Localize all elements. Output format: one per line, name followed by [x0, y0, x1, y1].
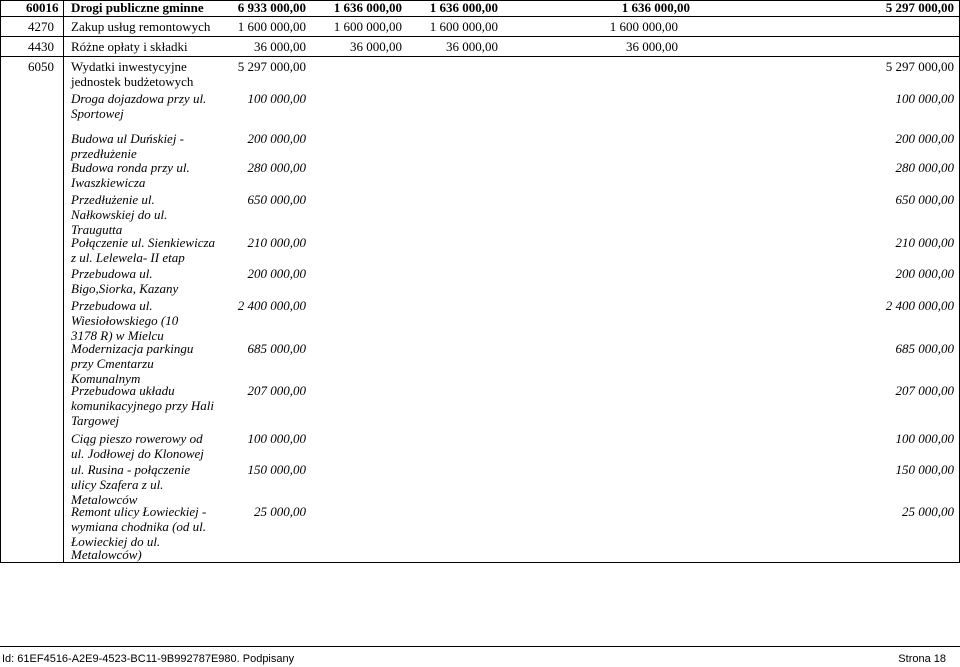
task-total: 25 000,00: [902, 504, 954, 519]
task-name-line2: ulicy Szafera z ul.: [71, 477, 164, 492]
task-name-line3: Targowej: [71, 413, 120, 428]
row-value-col2: 1 636 000,00: [333, 0, 402, 15]
task-amount: 25 000,00: [254, 504, 306, 519]
grid-line: [0, 56, 960, 57]
row-code: 4270: [28, 19, 54, 34]
task-name-line1: Połączenie ul. Sienkiewicza: [71, 235, 216, 250]
task-name-line1: Ciąg pieszo rowerowy od: [71, 431, 203, 446]
row-value-col2: 36 000,00: [350, 39, 402, 54]
row-name: Zakup usług remontowych: [71, 19, 211, 34]
task-name-line3: 3178 R) w Mielcu: [71, 328, 164, 343]
task-total: 100 000,00: [895, 91, 954, 106]
task-amount: 210 000,00: [247, 235, 306, 250]
task-name-line2: ul. Jodłowej do Klonowej: [71, 446, 204, 461]
task-name-line2: Sportowej: [71, 106, 124, 121]
row-code: 4430: [28, 39, 54, 54]
task-name-line2: Nałkowskiej do ul.: [71, 207, 168, 222]
task-name-line1: Droga dojazdowa przy ul.: [71, 91, 207, 106]
task-name-line3: Komunalnym: [71, 371, 141, 386]
task-total: 210 000,00: [895, 235, 954, 250]
task-amount: 100 000,00: [247, 91, 306, 106]
task-name-line2: przy Cmentarzu: [71, 356, 154, 371]
task-total: 280 000,00: [895, 160, 954, 175]
row-value-col1: 1 600 000,00: [237, 19, 306, 34]
row-code: 6050: [28, 59, 54, 74]
task-total: 650 000,00: [895, 192, 954, 207]
task-name-line2: Wiesiołowskiego (10: [71, 313, 179, 328]
grid-line: [0, 36, 960, 37]
task-total: 207 000,00: [895, 383, 954, 398]
row-value-col3: 1 600 000,00: [429, 19, 498, 34]
page-number: Strona 18: [898, 653, 946, 665]
task-name-line1: Budowa ul Duńskiej -: [71, 131, 185, 146]
row-value-col1: 5 297 000,00: [237, 59, 306, 74]
task-name-line2: Iwaszkiewicza: [71, 175, 146, 190]
row-name-line2: jednostek budżetowych: [71, 74, 194, 89]
row-name-line1: Wydatki inwestycyjne: [71, 59, 187, 74]
row-value-col4: 1 600 000,00: [609, 19, 678, 34]
document-id: Id: 61EF4516-A2E9-4523-BC11-9B992787E980. Podpisany: [2, 653, 295, 665]
task-amount: 100 000,00: [247, 431, 306, 446]
task-total: 150 000,00: [895, 462, 954, 477]
task-name-line1: Budowa ronda przy ul.: [71, 160, 190, 175]
task-name-line1: ul. Rusina - połączenie: [71, 462, 191, 477]
task-name-line1: Przebudowa ul.: [71, 298, 153, 313]
task-name-line3: Metalowców: [71, 492, 138, 507]
task-name-line3: Traugutta: [71, 222, 123, 237]
grid-line: [0, 0, 1, 562]
task-amount: 2 400 000,00: [237, 298, 306, 313]
task-total: 685 000,00: [895, 341, 954, 356]
row-code: 60016: [26, 0, 59, 15]
row-value-col5: 5 297 000,00: [885, 59, 954, 74]
row-value-col1: 6 933 000,00: [237, 0, 306, 15]
task-name-line2: komunikacyjnego przy Hali: [71, 398, 214, 413]
task-name-line3: Łowieckiej do ul.: [71, 534, 161, 549]
row-value-col3: 1 636 000,00: [429, 0, 498, 15]
grid-line: [0, 16, 960, 17]
task-amount: 200 000,00: [247, 266, 306, 281]
row-value-col4: 36 000,00: [626, 39, 678, 54]
task-name-line2: z ul. Lelewela- II etap: [71, 250, 185, 265]
task-name-line2: Bigo,Siorka, Kazany: [71, 281, 179, 296]
row-name: Różne opłaty i składki: [71, 39, 188, 54]
task-amount: 280 000,00: [247, 160, 306, 175]
task-name-line1: Przebudowa układu: [71, 383, 175, 398]
task-name-line1: Remont ulicy Łowieckiej -: [71, 504, 207, 519]
row-value-col4: 1 636 000,00: [621, 0, 690, 15]
task-name-line1: Modernizacja parkingu: [71, 341, 194, 356]
task-name-line1: Przebudowa ul.: [71, 266, 153, 281]
task-total: 200 000,00: [895, 266, 954, 281]
task-total: 100 000,00: [895, 431, 954, 446]
footer-divider: [0, 646, 960, 647]
task-total: 2 400 000,00: [885, 298, 954, 313]
task-amount: 207 000,00: [247, 383, 306, 398]
grid-line: [63, 0, 64, 562]
row-value-col5: 5 297 000,00: [885, 0, 954, 15]
grid-line: [0, 562, 960, 563]
row-name: Drogi publiczne gminne: [71, 0, 204, 15]
row-value-col3: 36 000,00: [446, 39, 498, 54]
row-value-col2: 1 600 000,00: [333, 19, 402, 34]
row-value-col1: 36 000,00: [254, 39, 306, 54]
task-name-line2: wymiana chodnika (od ul.: [71, 519, 207, 534]
task-amount: 200 000,00: [247, 131, 306, 146]
task-amount: 650 000,00: [247, 192, 306, 207]
task-name-line2: przedłużenie: [71, 146, 137, 161]
task-name-line1: Przedłużenie ul.: [71, 192, 155, 207]
task-amount: 150 000,00: [247, 462, 306, 477]
task-amount: 685 000,00: [247, 341, 306, 356]
task-total: 200 000,00: [895, 131, 954, 146]
task-name-line4: Metalowców): [71, 547, 142, 562]
